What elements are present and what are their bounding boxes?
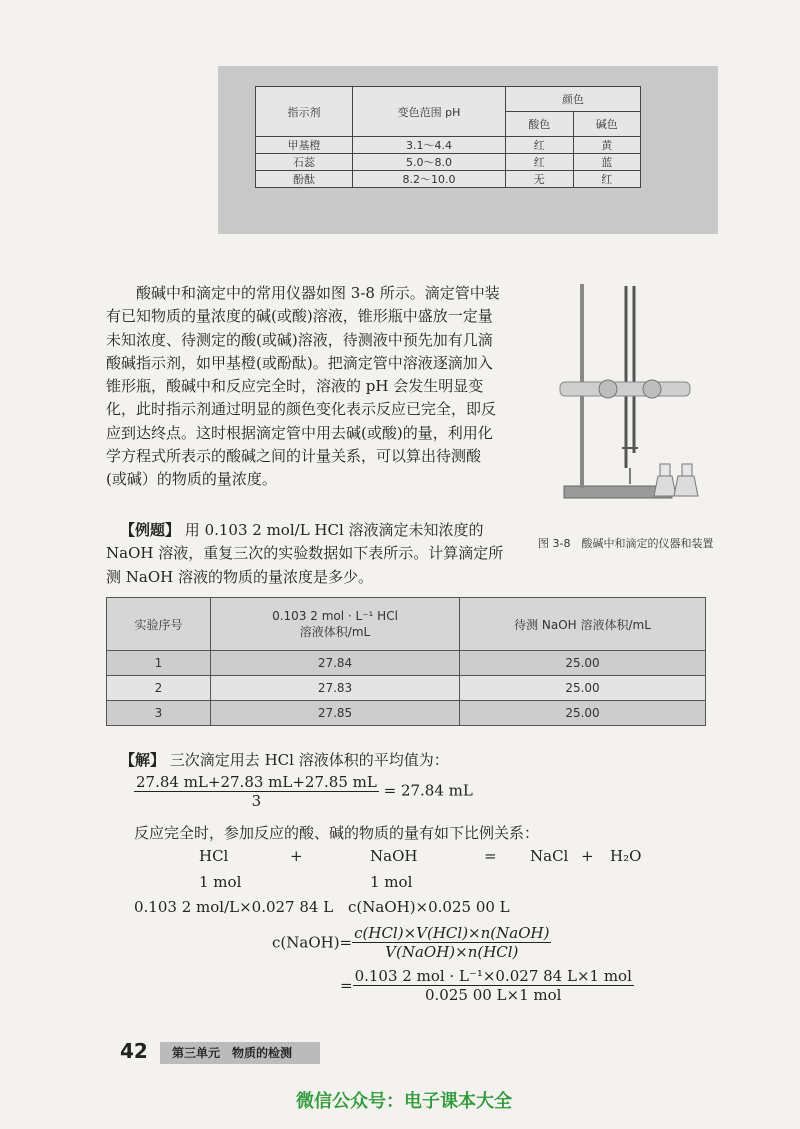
body-line: 化，此时指示剂通过明显的颜色变化表示反应已完全，即反 xyxy=(106,400,497,419)
example-line: 测 NaOH 溶液的物质的量浓度是多少。 xyxy=(106,567,373,586)
body-paragraph xyxy=(106,282,530,492)
body-line: 有已知物质的量浓度的碱(或酸)溶液，锥形瓶中盛放一定量 xyxy=(106,307,493,326)
th-acid: 酸色 xyxy=(506,112,574,137)
cell: 黄 xyxy=(573,137,641,154)
cell: 2 xyxy=(107,676,211,701)
cell: 27.83 xyxy=(211,676,460,701)
body-line: 酸碱中和滴定中的常用仪器如图 3-8 所示。滴定管中装 xyxy=(136,284,500,302)
solution-intro xyxy=(120,749,449,770)
cell: 蓝 xyxy=(573,154,641,171)
c-naoh-label: c(NaOH)= xyxy=(272,933,353,952)
cell: 石蕊 xyxy=(256,154,353,171)
example-tag: 【例题】 xyxy=(120,521,181,539)
watermark: 微信公众号：电子课本大全 xyxy=(296,1091,512,1112)
cell: 25.00 xyxy=(460,676,706,701)
th-color: 颜色 xyxy=(506,87,641,112)
formula-1-denominator: V(NaOH)×n(HCl) xyxy=(385,943,519,961)
eq-equals: = xyxy=(484,847,497,865)
formula-2 xyxy=(340,967,634,1004)
figure-caption: 图 3-8 酸碱中和滴定的仪器和装置 xyxy=(538,537,714,550)
formula-2-equals: = xyxy=(340,976,353,995)
cell: 25.00 xyxy=(460,651,706,676)
th-trial-no: 实验序号 xyxy=(107,598,211,651)
example-line: NaOH 溶液，重复三次的实验数据如下表所示。计算滴定所 xyxy=(106,544,504,563)
eq-nacl: NaCl xyxy=(530,847,569,865)
eq-plus: + xyxy=(290,847,303,865)
table-row xyxy=(107,651,706,676)
indicator-row xyxy=(256,171,641,188)
average-formula xyxy=(134,773,473,810)
formula-2-denominator: 0.025 00 L×1 mol xyxy=(424,986,562,1004)
th-hcl-volume xyxy=(211,598,460,651)
indicator-table xyxy=(255,86,641,188)
average-numerator: 27.84 mL+27.83 mL+27.85 mL xyxy=(136,773,377,791)
formula-1-numerator: c(HCl)×V(HCl)×n(NaOH) xyxy=(354,924,550,942)
cell: 27.85 xyxy=(211,701,460,726)
solution-tag: 【解】 xyxy=(120,751,166,769)
body-line: 锥形瓶，酸碱中和反应完全时，溶液的 pH 会发生明显变 xyxy=(106,377,484,396)
page-number: 42 xyxy=(120,1039,148,1063)
example-paragraph xyxy=(106,519,530,589)
eq-hcl: HCl xyxy=(199,847,229,865)
cell: 25.00 xyxy=(460,701,706,726)
titration-data-table xyxy=(106,597,706,726)
th-hcl-line1: 0.103 2 mol · L⁻¹ HCl xyxy=(272,608,398,623)
eq-naoh: NaOH xyxy=(370,847,418,865)
body-line: 酸碱指示剂，如甲基橙(或酚酞)。把滴定管中溶液逐滴加入 xyxy=(106,353,493,372)
solution-intro-text: 三次滴定用去 HCl 溶液体积的平均值为： xyxy=(169,751,449,769)
th-indicator: 指示剂 xyxy=(256,87,353,137)
amount-naoh: c(NaOH)×0.025 00 L xyxy=(348,898,510,916)
cell: 酚酞 xyxy=(256,171,353,188)
body-line: 应到达终点。这时根据滴定管中用去碱(或酸)的量，利用化 xyxy=(106,423,493,442)
indicator-row xyxy=(256,154,641,171)
cell: 1 xyxy=(107,651,211,676)
amount-hcl: 0.103 2 mol/L×0.027 84 L xyxy=(134,898,334,916)
eq-h2o: H₂O xyxy=(610,847,642,865)
cell: 红 xyxy=(506,137,574,154)
mol-naoh: 1 mol xyxy=(370,873,413,891)
average-result: = 27.84 mL xyxy=(383,781,473,800)
eq-plus: + xyxy=(581,847,594,865)
table-row xyxy=(107,701,706,726)
cell: 3 xyxy=(107,701,211,726)
table-row xyxy=(107,676,706,701)
cell: 红 xyxy=(573,171,641,188)
average-denominator: 3 xyxy=(251,792,262,810)
cell: 5.0～8.0 xyxy=(353,154,506,171)
body-line: 学方程式所表示的酸碱之间的计量关系，可以算出待测酸 xyxy=(106,447,482,466)
th-hcl-line2: 溶液体积/mL xyxy=(299,624,371,639)
th-naoh-volume: 待测 NaOH 溶液体积/mL xyxy=(460,598,706,651)
cell: 27.84 xyxy=(211,651,460,676)
mol-hcl: 1 mol xyxy=(199,873,242,891)
body-line: 未知浓度、待测定的酸(或碱)溶液，待测液中预先加有几滴 xyxy=(106,330,493,349)
th-base: 碱色 xyxy=(573,112,641,137)
formula-2-numerator: 0.103 2 mol · L⁻¹×0.027 84 L×1 mol xyxy=(354,967,632,985)
body-line: (或碱）的物质的量浓度。 xyxy=(106,470,277,489)
cell: 无 xyxy=(506,171,574,188)
example-line: 用 0.103 2 mol/L HCl 溶液滴定未知浓度的 xyxy=(184,521,484,539)
indicator-row xyxy=(256,137,641,154)
cell: 3.1～4.4 xyxy=(353,137,506,154)
unit-label: 第三单元 物质的检测 xyxy=(172,1046,293,1060)
th-range: 变色范围 pH xyxy=(353,87,506,137)
cell: 8.2～10.0 xyxy=(353,171,506,188)
titration-apparatus-figure xyxy=(556,278,706,514)
cell: 甲基橙 xyxy=(256,137,353,154)
ratio-text: 反应完全时，参加反应的酸、碱的物质的量有如下比例关系： xyxy=(134,824,540,842)
cell: 红 xyxy=(506,154,574,171)
formula-1 xyxy=(272,924,551,961)
